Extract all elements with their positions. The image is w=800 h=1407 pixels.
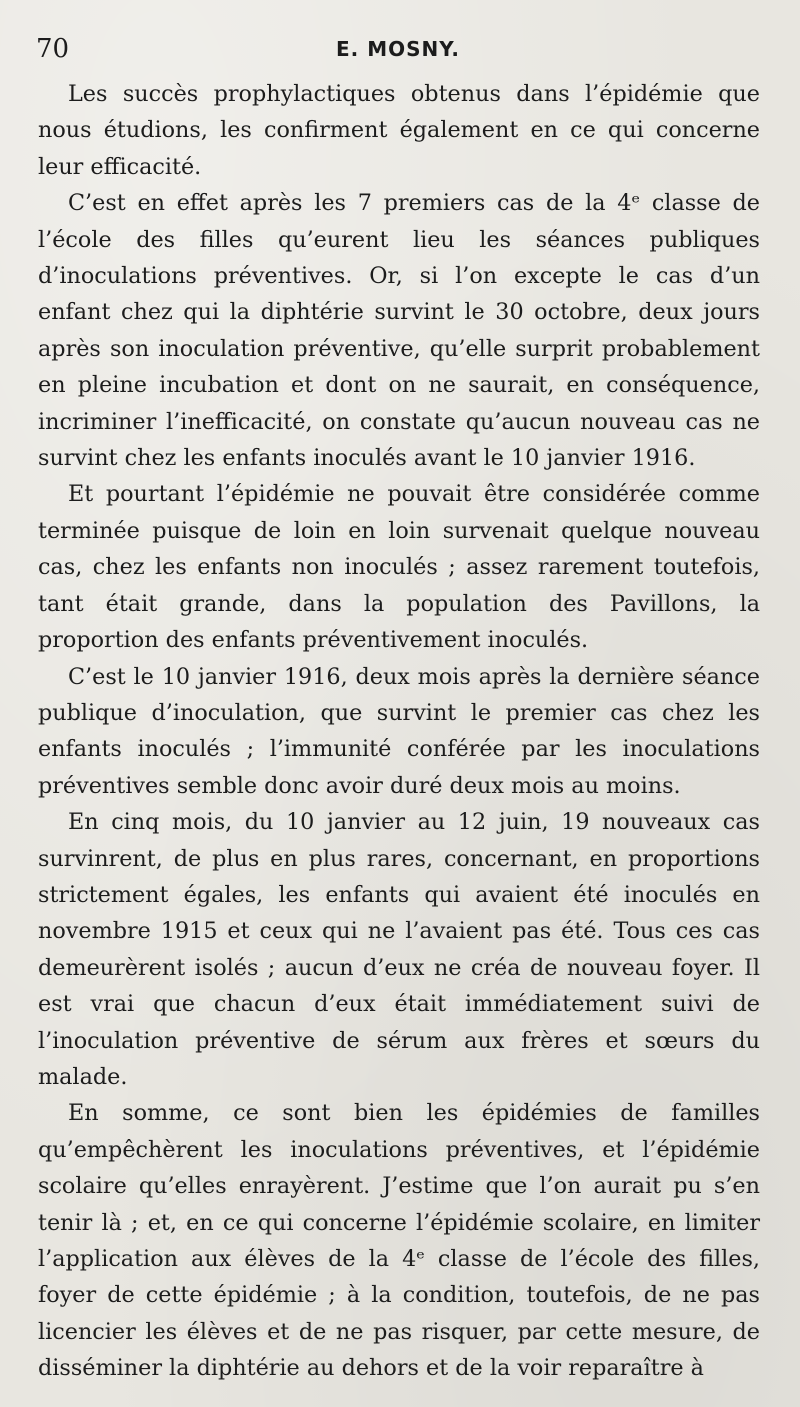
paragraph: C’est en effet après les 7 premiers cas de la 4ᵉ classe de l’école des filles qu’eurent lieu les séances publiques d’inoculations préventives. Or, si l’on excepte le cas d’un enfant chez qui la diphtérie survint le 30 octobre, deux jours après son inoculation préventive, qu’elle surprit probablement en pleine incubation et dont on ne saurait, en conséquence, incriminer l’inefficacité, on constate qu’aucun nouveau cas ne survint chez les enfants inoculés avant le 10 janvier 1916. [38, 190, 760, 472]
paragraph: Les succès prophylactiques obtenus dans l’épidémie que nous étudions, les confirment également en ce qui concerne leur efficacité. [38, 81, 760, 180]
paragraph: En cinq mois, du 10 janvier au 12 juin, 19 nouveaux cas survinrent, de plus en plus rares, concernant, en proportions strictement égales, les enfants qui avaient été inoculés en novembre 1915 et ceux qui ne l’avaient pas été. Tous ces cas demeurèrent isolés ; aucun d’eux ne créa de nouveau foyer. Il est vrai que chacun d’eux était immédiatement suivi de l’inoculation préventive de sérum aux frères et sœurs du malade. [38, 809, 760, 1090]
paragraph: Et pourtant l’épidémie ne pouvait être considérée comme terminée puisque de loin en loin survenait quelque nouveau cas, chez les enfants non inoculés ; assez rarement toutefois, tant était grande, dans la population des Pavillons, la proportion des enfants préventivement inoculés. [38, 481, 760, 654]
page-header [36, 32, 760, 66]
paragraph: C’est le 10 janvier 1916, deux mois après la dernière séance publique d’inoculation, que survint le premier cas chez les enfants inoculés ; l’immunité conférée par les inoculations préventives semble donc avoir duré deux mois au moins. [38, 663, 760, 799]
page-number: 70 [36, 34, 70, 64]
paragraph: En somme, ce sont bien les épidémies de familles qu’empêchèrent les inoculations préventives, et l’épidémie scolaire qu’elles enrayèrent. J’estime que l’on aurait pu s’en tenir là ; et, en ce qui concerne l’épidémie scolaire, en limiter l’application aux élèves de la 4ᵉ classe de l’école des filles, foyer de cette épidémie ; à la condition, toutefois, de ne pas licencier les élèves et de ne pas risquer, par cette mesure, de disséminer la diphtérie au dehors et de la voir reparaître à [38, 1100, 760, 1382]
body-text [38, 76, 760, 1387]
running-head: E. MOSNY. [335, 37, 461, 61]
